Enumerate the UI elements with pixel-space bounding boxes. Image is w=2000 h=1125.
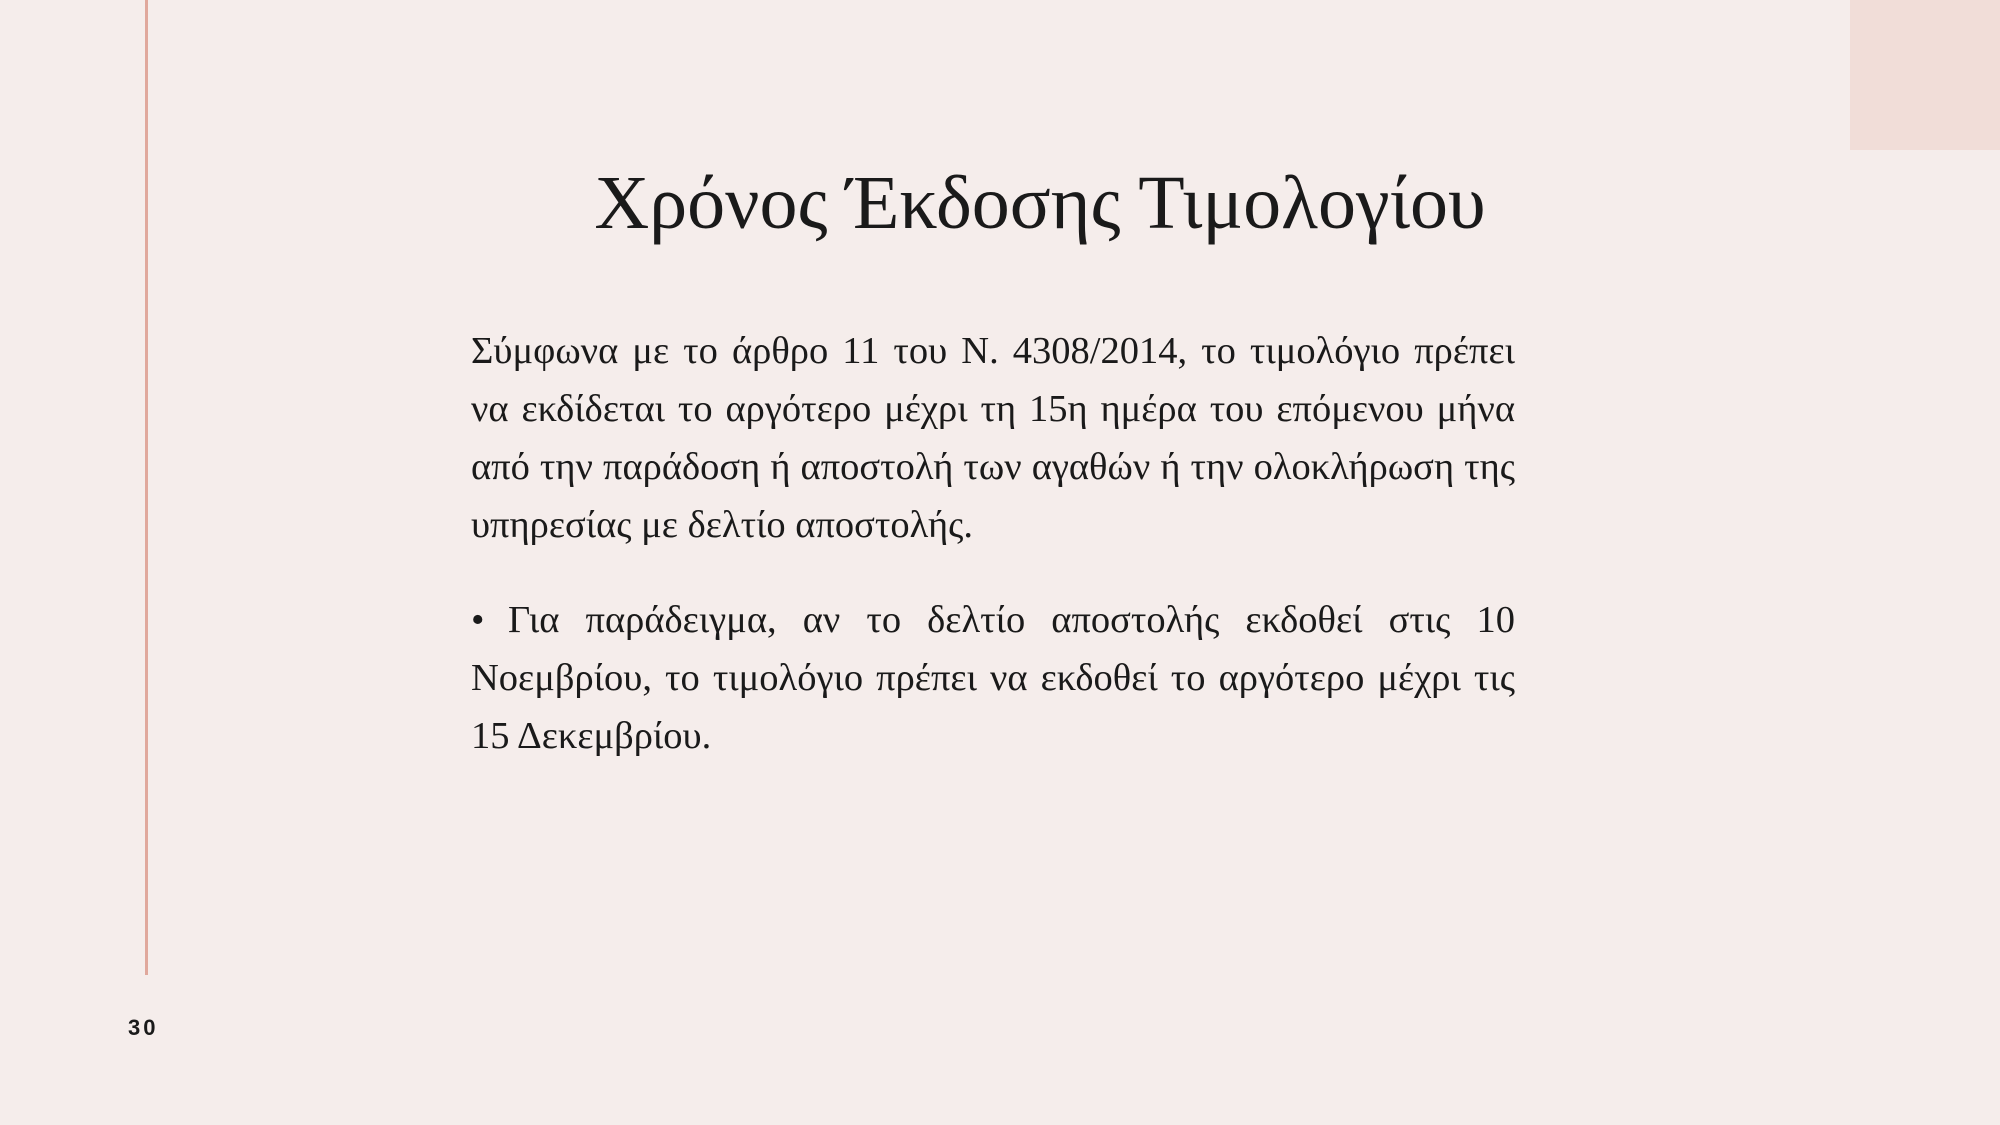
left-accent-rule — [145, 0, 148, 975]
bullet-item — [471, 591, 1515, 765]
page-number: 30 — [128, 1015, 159, 1040]
slide-title: Χρόνος Έκδοσης Τιμολογίου — [594, 161, 1486, 245]
corner-accent-block — [1850, 0, 2000, 150]
body-paragraph: Σύμφωνα με το άρθρο 11 του Ν. 4308/2014, το τιμολόγιο πρέπει να εκδίδεται το αργότερο μέχρι τη 15η ημέρα του επόμενου μήνα από την παράδοση ή αποστολή των αγαθών ή την ολοκλήρωση της υπηρεσίας με δελτίο αποστολής. — [471, 330, 1515, 546]
bullet-text: Για παράδειγμα, αν το δελτίο αποστολής εκδοθεί στις 10 Νοεμβρίου, το τιμολόγιο πρέπει να εκδοθεί το αργότερο μέχρι τις 15 Δεκεμβρίου. — [471, 599, 1515, 757]
slide-body — [471, 322, 1515, 765]
bullet-icon: • — [471, 599, 485, 641]
